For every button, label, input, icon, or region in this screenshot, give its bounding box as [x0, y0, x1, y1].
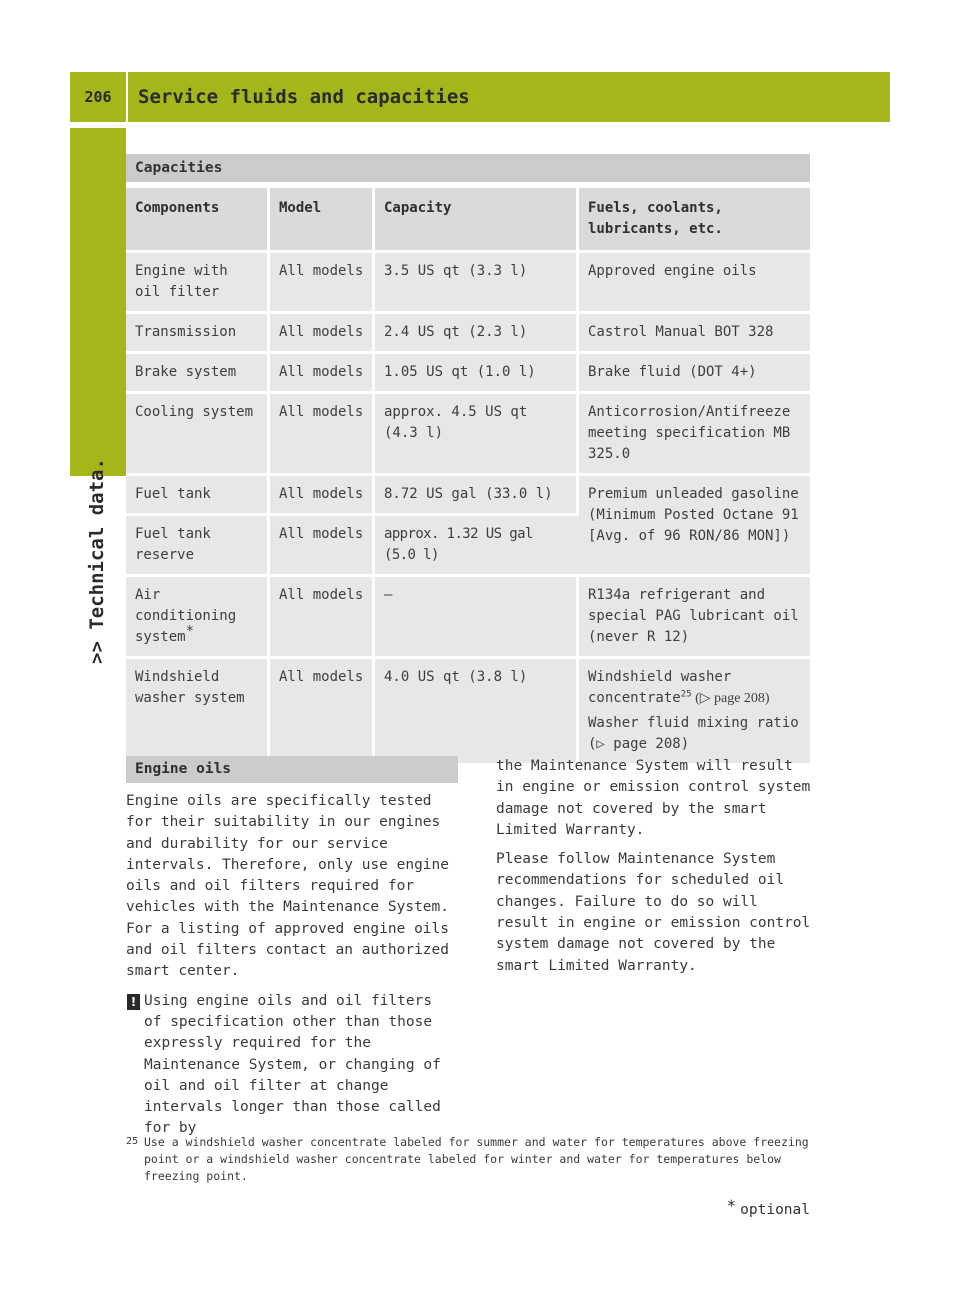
table-row — [126, 476, 810, 516]
cell-component: Fuel tank reserve — [126, 516, 270, 577]
cell-capacity: 3.5 US qt (3.3 l) — [375, 253, 579, 314]
table-row — [126, 659, 810, 763]
fluid-line — [588, 667, 802, 709]
cell-component-text: Air conditioning system — [135, 587, 237, 645]
engine-oils-left-column — [126, 756, 458, 1148]
warning-text: Using engine oils and oil filters of specification other than those expressly required for the Maintenance System, or changing of oil and oil filter at change intervals longer than those called for by — [144, 992, 441, 1137]
cell-fluid: Premium unleaded gasoline (Minimum Posted Octane 91 [Avg. of 96 RON/86 MON]) — [579, 476, 810, 577]
cell-capacity: — — [375, 577, 579, 659]
cell-component: Cooling system — [126, 394, 270, 476]
fluid-line: Washer fluid mixing ratio (▷ page 208) — [588, 715, 799, 752]
cell-fluid: Anticorrosion/Antifreeze meeting specification MB 325.0 — [579, 394, 810, 476]
cell-model: All models — [270, 314, 375, 354]
cell-model: All models — [270, 394, 375, 476]
page-ref-link[interactable]: (▷ page 208) — [691, 691, 770, 706]
engine-oils-paragraph: the Maintenance System will result in engine or emission control system damage not covered by the smart Limited Warranty. — [496, 758, 811, 838]
column-header-fluids: Fuels, coolants, lubricants, etc. — [579, 188, 810, 253]
cell-capacity: 1.05 US qt (1.0 l) — [375, 354, 579, 394]
optional-mark: * — [185, 623, 195, 640]
cell-capacity: 8.72 US gal (33.0 l) — [375, 476, 579, 516]
column-header-model: Model — [270, 188, 375, 253]
cell-model: All models — [270, 476, 375, 516]
table-row — [126, 394, 810, 476]
optional-label: optional — [740, 1202, 810, 1218]
cell-fluid: Approved engine oils — [579, 253, 810, 314]
cell-component: Transmission — [126, 314, 270, 354]
cell-model: All models — [270, 253, 375, 314]
side-tab-block — [70, 128, 126, 476]
side-tab-label: >> Technical data. — [86, 458, 108, 664]
table-row — [126, 354, 810, 394]
footnote-ref: 25 — [680, 689, 692, 700]
cell-component: Engine with oil filter — [126, 253, 270, 314]
cell-capacity: 2.4 US qt (2.3 l) — [375, 314, 579, 354]
cell-fluid: R134a refrigerant and special PAG lubricant oil (never R 12) — [579, 577, 810, 659]
cell-capacity: 4.0 US qt (3.8 l) — [375, 659, 579, 763]
table-row — [126, 314, 810, 354]
cell-model: All models — [270, 516, 375, 577]
optional-legend — [727, 1196, 810, 1218]
cell-capacity: approx. 4.5 US qt (4.3 l) — [375, 394, 579, 476]
capacities-table — [126, 188, 810, 763]
engine-oils-heading: Engine oils — [126, 756, 458, 783]
warning-icon: ! — [127, 994, 140, 1010]
cell-capacity: approx. 1.32 US gal (5.0 l) — [375, 516, 579, 577]
cell-model: All models — [270, 354, 375, 394]
column-header-capacity: Capacity — [375, 188, 579, 253]
page-number: 206 — [70, 72, 126, 122]
side-tab — [70, 458, 126, 676]
engine-oils-paragraph: Engine oils are specifically tested for their suitability in our engines and durability for our service intervals. Therefore, only use engine oils and oil filters required for vehicles with the Maintenance System. For a listing of approved engine oils and oil filters contact an authorized smart center. — [126, 793, 450, 980]
cell-fluid: Castrol Manual BOT 328 — [579, 314, 810, 354]
cell-model: All models — [270, 659, 375, 763]
optional-star-icon: * — [726, 1196, 737, 1215]
engine-oils-paragraph: Please follow Maintenance System recommendations for scheduled oil changes. Failure to do so will result in engine or emission control system damage not covered by the smart Limited Warranty. — [496, 851, 811, 974]
cell-component: Brake system — [126, 354, 270, 394]
footnote — [126, 1134, 816, 1185]
cell-fluid — [579, 659, 810, 763]
page-title: Service fluids and capacities — [138, 86, 470, 108]
fluid-text: Windshield washer concentrate — [588, 669, 732, 706]
table-row — [126, 577, 810, 659]
header-bar — [128, 72, 890, 122]
table-row — [126, 253, 810, 314]
footnote-number: 25 — [126, 1136, 139, 1147]
warning-note — [126, 991, 458, 1140]
cell-model: All models — [270, 577, 375, 659]
table-header-row — [126, 188, 810, 253]
cell-component: Fuel tank — [126, 476, 270, 516]
capacities-title: Capacities — [126, 154, 810, 182]
cell-component — [126, 577, 270, 659]
cell-component: Windshield washer system — [126, 659, 270, 763]
engine-oils-right-column — [496, 756, 816, 985]
footnote-text: Use a windshield washer concentrate labeled for summer and water for temperatures above freezing point or a windshield washer concentrate labeled for winter and water for temperatures below freezing point. — [144, 1135, 809, 1183]
column-header-components: Components — [126, 188, 270, 253]
cell-fluid: Brake fluid (DOT 4+) — [579, 354, 810, 394]
